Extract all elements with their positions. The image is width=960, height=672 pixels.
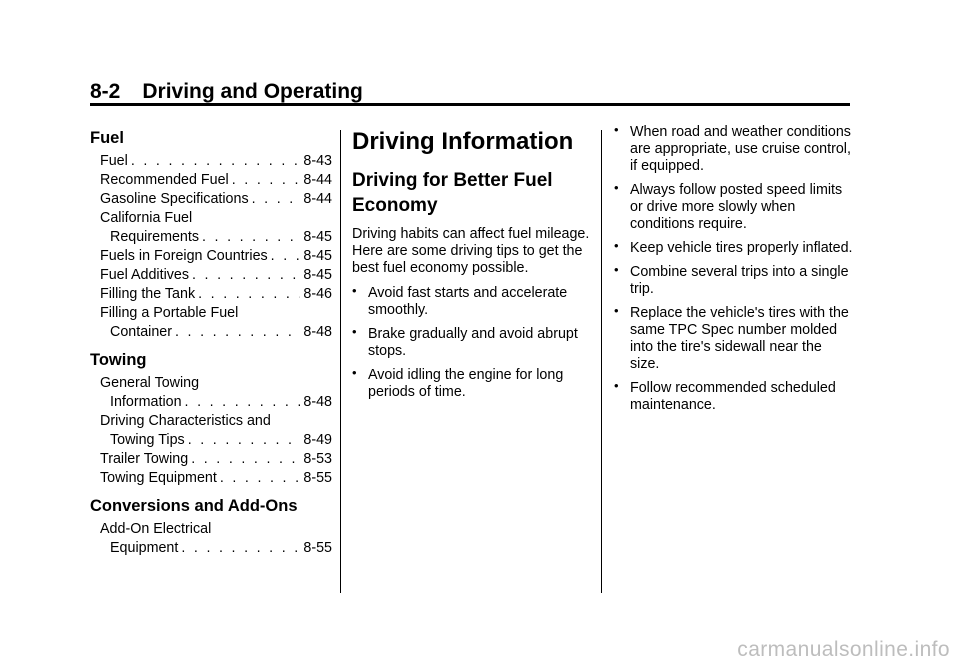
toc-page-number: 8-44: [303, 191, 332, 207]
toc-entry-line: [100, 539, 332, 558]
bullet-icon: •: [614, 122, 619, 137]
toc-entry-text-cont: Requirements: [110, 229, 199, 245]
toc-entry-text: Gasoline Specifications: [100, 191, 249, 207]
toc-page-number: 8-45: [303, 267, 332, 283]
bullet-text: Keep vehicle tires properly inflated.: [630, 240, 853, 256]
toc-entry[interactable]: [90, 450, 332, 469]
toc-entry-text: General Towing: [100, 375, 200, 391]
toc-entry-line: [100, 190, 332, 209]
toc-entry[interactable]: [90, 469, 332, 488]
toc-leader-dots: [131, 152, 301, 171]
list-item: [614, 305, 854, 373]
bullet-text: Avoid fast starts and accelerate smoothly.: [368, 285, 568, 318]
toc-leader-dots: [271, 247, 301, 266]
list-item: [352, 326, 592, 360]
page-number: 8-2: [90, 80, 121, 103]
list-item: [352, 367, 592, 401]
toc-section: [90, 128, 332, 342]
toc-page-number: 8-45: [303, 248, 332, 264]
toc-entry-text-cont: Information: [110, 394, 182, 410]
bullet-icon: •: [614, 238, 619, 253]
chapter-title: Driving and Operating: [142, 80, 363, 103]
toc-entry-text: Add-On Electrical: [100, 521, 212, 537]
toc-leader-dots: [232, 171, 301, 190]
toc-page-number: 8-55: [303, 540, 332, 556]
toc-entry-text: Fuel Additives: [100, 267, 190, 283]
toc-entry-line: [100, 450, 332, 469]
toc-leader-dots: [202, 228, 300, 247]
bullet-icon: •: [614, 303, 619, 318]
column-divider: [601, 130, 602, 593]
toc-entry-line: [100, 285, 332, 304]
bullet-text: Brake gradually and avoid abrupt stops.: [368, 326, 578, 359]
toc-leader-dots: [188, 431, 301, 450]
toc-page-number: 8-44: [303, 172, 332, 188]
toc-entry[interactable]: [90, 266, 332, 285]
intro-paragraph: Driving habits can affect fuel mileage. Here are some driving tips to get the best fuel economy possible.: [352, 226, 590, 276]
toc-section: [90, 496, 332, 558]
toc-section-title: Fuel: [90, 129, 124, 147]
toc-entry-text: Driving Characteristics and: [100, 413, 271, 429]
list-item: [614, 182, 854, 233]
bullet-icon: •: [614, 262, 619, 277]
right-column: [614, 124, 854, 421]
bullet-icon: •: [614, 180, 619, 195]
toc-leader-dots: [185, 393, 301, 412]
bullet-icon: •: [352, 324, 357, 339]
toc-entry-line: [100, 152, 332, 171]
toc-entry[interactable]: [90, 285, 332, 304]
toc-page-number: 8-49: [303, 432, 332, 448]
column-divider: [340, 130, 341, 593]
toc-entry-text: California Fuel: [100, 210, 193, 226]
page-header: [90, 80, 363, 104]
main-column: [352, 128, 592, 408]
bullet-text: Always follow posted speed limits or drive more slowly when conditions require.: [630, 182, 843, 232]
toc-entry-line: [100, 469, 332, 488]
bullet-text: Follow recommended scheduled maintenance.: [630, 380, 836, 413]
toc-leader-dots: [252, 190, 301, 209]
bullet-text: Avoid idling the engine for long periods of time.: [368, 367, 564, 400]
toc-entry[interactable]: [90, 247, 332, 266]
toc-entry-line: [100, 323, 332, 342]
toc-leader-dots: [220, 469, 301, 488]
toc-leader-dots: [175, 323, 300, 342]
toc-entry[interactable]: [90, 412, 332, 450]
toc-page-number: 8-43: [303, 153, 332, 169]
toc-entry-text-cont: Towing Tips: [110, 432, 185, 448]
bullet-icon: •: [614, 378, 619, 393]
watermark: carmanualsonline.info: [737, 638, 950, 661]
toc-entry-text: Trailer Towing: [100, 451, 189, 467]
toc-entry-text: Fuel: [100, 153, 128, 169]
toc-entry-text: Filling a Portable Fuel: [100, 305, 239, 321]
toc-entry[interactable]: [90, 171, 332, 190]
toc-page-number: 8-53: [303, 451, 332, 467]
toc-entry[interactable]: [90, 304, 332, 342]
toc-entry-line: [100, 393, 332, 412]
toc-entry[interactable]: [90, 152, 332, 171]
section-heading: Driving Information: [352, 128, 574, 155]
subsection-heading: Driving for Better Fuel Economy: [352, 170, 553, 216]
toc-entry[interactable]: [90, 374, 332, 412]
toc-entry-text-cont: Container: [110, 324, 172, 340]
toc-entry-text: Fuels in Foreign Countries: [100, 248, 268, 264]
header-rule: [90, 103, 850, 106]
toc-page-number: 8-45: [303, 229, 332, 245]
toc-entry[interactable]: [90, 520, 332, 558]
bullet-icon: •: [352, 283, 357, 298]
toc-entry-text-cont: Equipment: [110, 540, 179, 556]
toc-page-number: 8-48: [303, 394, 332, 410]
toc-page-number: 8-48: [303, 324, 332, 340]
toc-entry-line: [100, 171, 332, 190]
toc-entry-line: [100, 247, 332, 266]
bullet-icon: •: [352, 365, 357, 380]
toc-entry-text: Recommended Fuel: [100, 172, 229, 188]
toc-entry-line: [100, 266, 332, 285]
toc-entry-line: [100, 431, 332, 450]
toc-entry-text: Filling the Tank: [100, 286, 196, 302]
toc-entry-line: [100, 228, 332, 247]
list-item: [614, 380, 854, 414]
toc-page-number: 8-55: [303, 470, 332, 486]
toc-leader-dots: [191, 450, 300, 469]
toc-leader-dots: [192, 266, 300, 285]
toc-page-number: 8-46: [303, 286, 332, 302]
bullet-text: Combine several trips into a single trip.: [630, 264, 849, 297]
toc-entry[interactable]: [90, 190, 332, 209]
toc-entry-text: Towing Equipment: [100, 470, 217, 486]
tips-list-continued: [614, 124, 854, 414]
list-item: [614, 124, 854, 175]
list-item: [614, 240, 854, 257]
toc-leader-dots: [181, 539, 300, 558]
toc-section: [90, 350, 332, 488]
toc-leader-dots: [198, 285, 300, 304]
list-item: [614, 264, 854, 298]
bullet-text: Replace the vehicle's tires with the same TPC Spec number molded into the tire's sidewall near the size.: [630, 305, 849, 372]
list-item: [352, 285, 592, 319]
toc-entry[interactable]: [90, 209, 332, 247]
table-of-contents: [90, 128, 332, 566]
toc-section-title: Towing: [90, 351, 147, 369]
tips-list: [352, 285, 592, 401]
bullet-text: When road and weather conditions are appropriate, use cruise control, if equipped.: [630, 124, 851, 174]
toc-section-title: Conversions and Add-Ons: [90, 497, 298, 515]
